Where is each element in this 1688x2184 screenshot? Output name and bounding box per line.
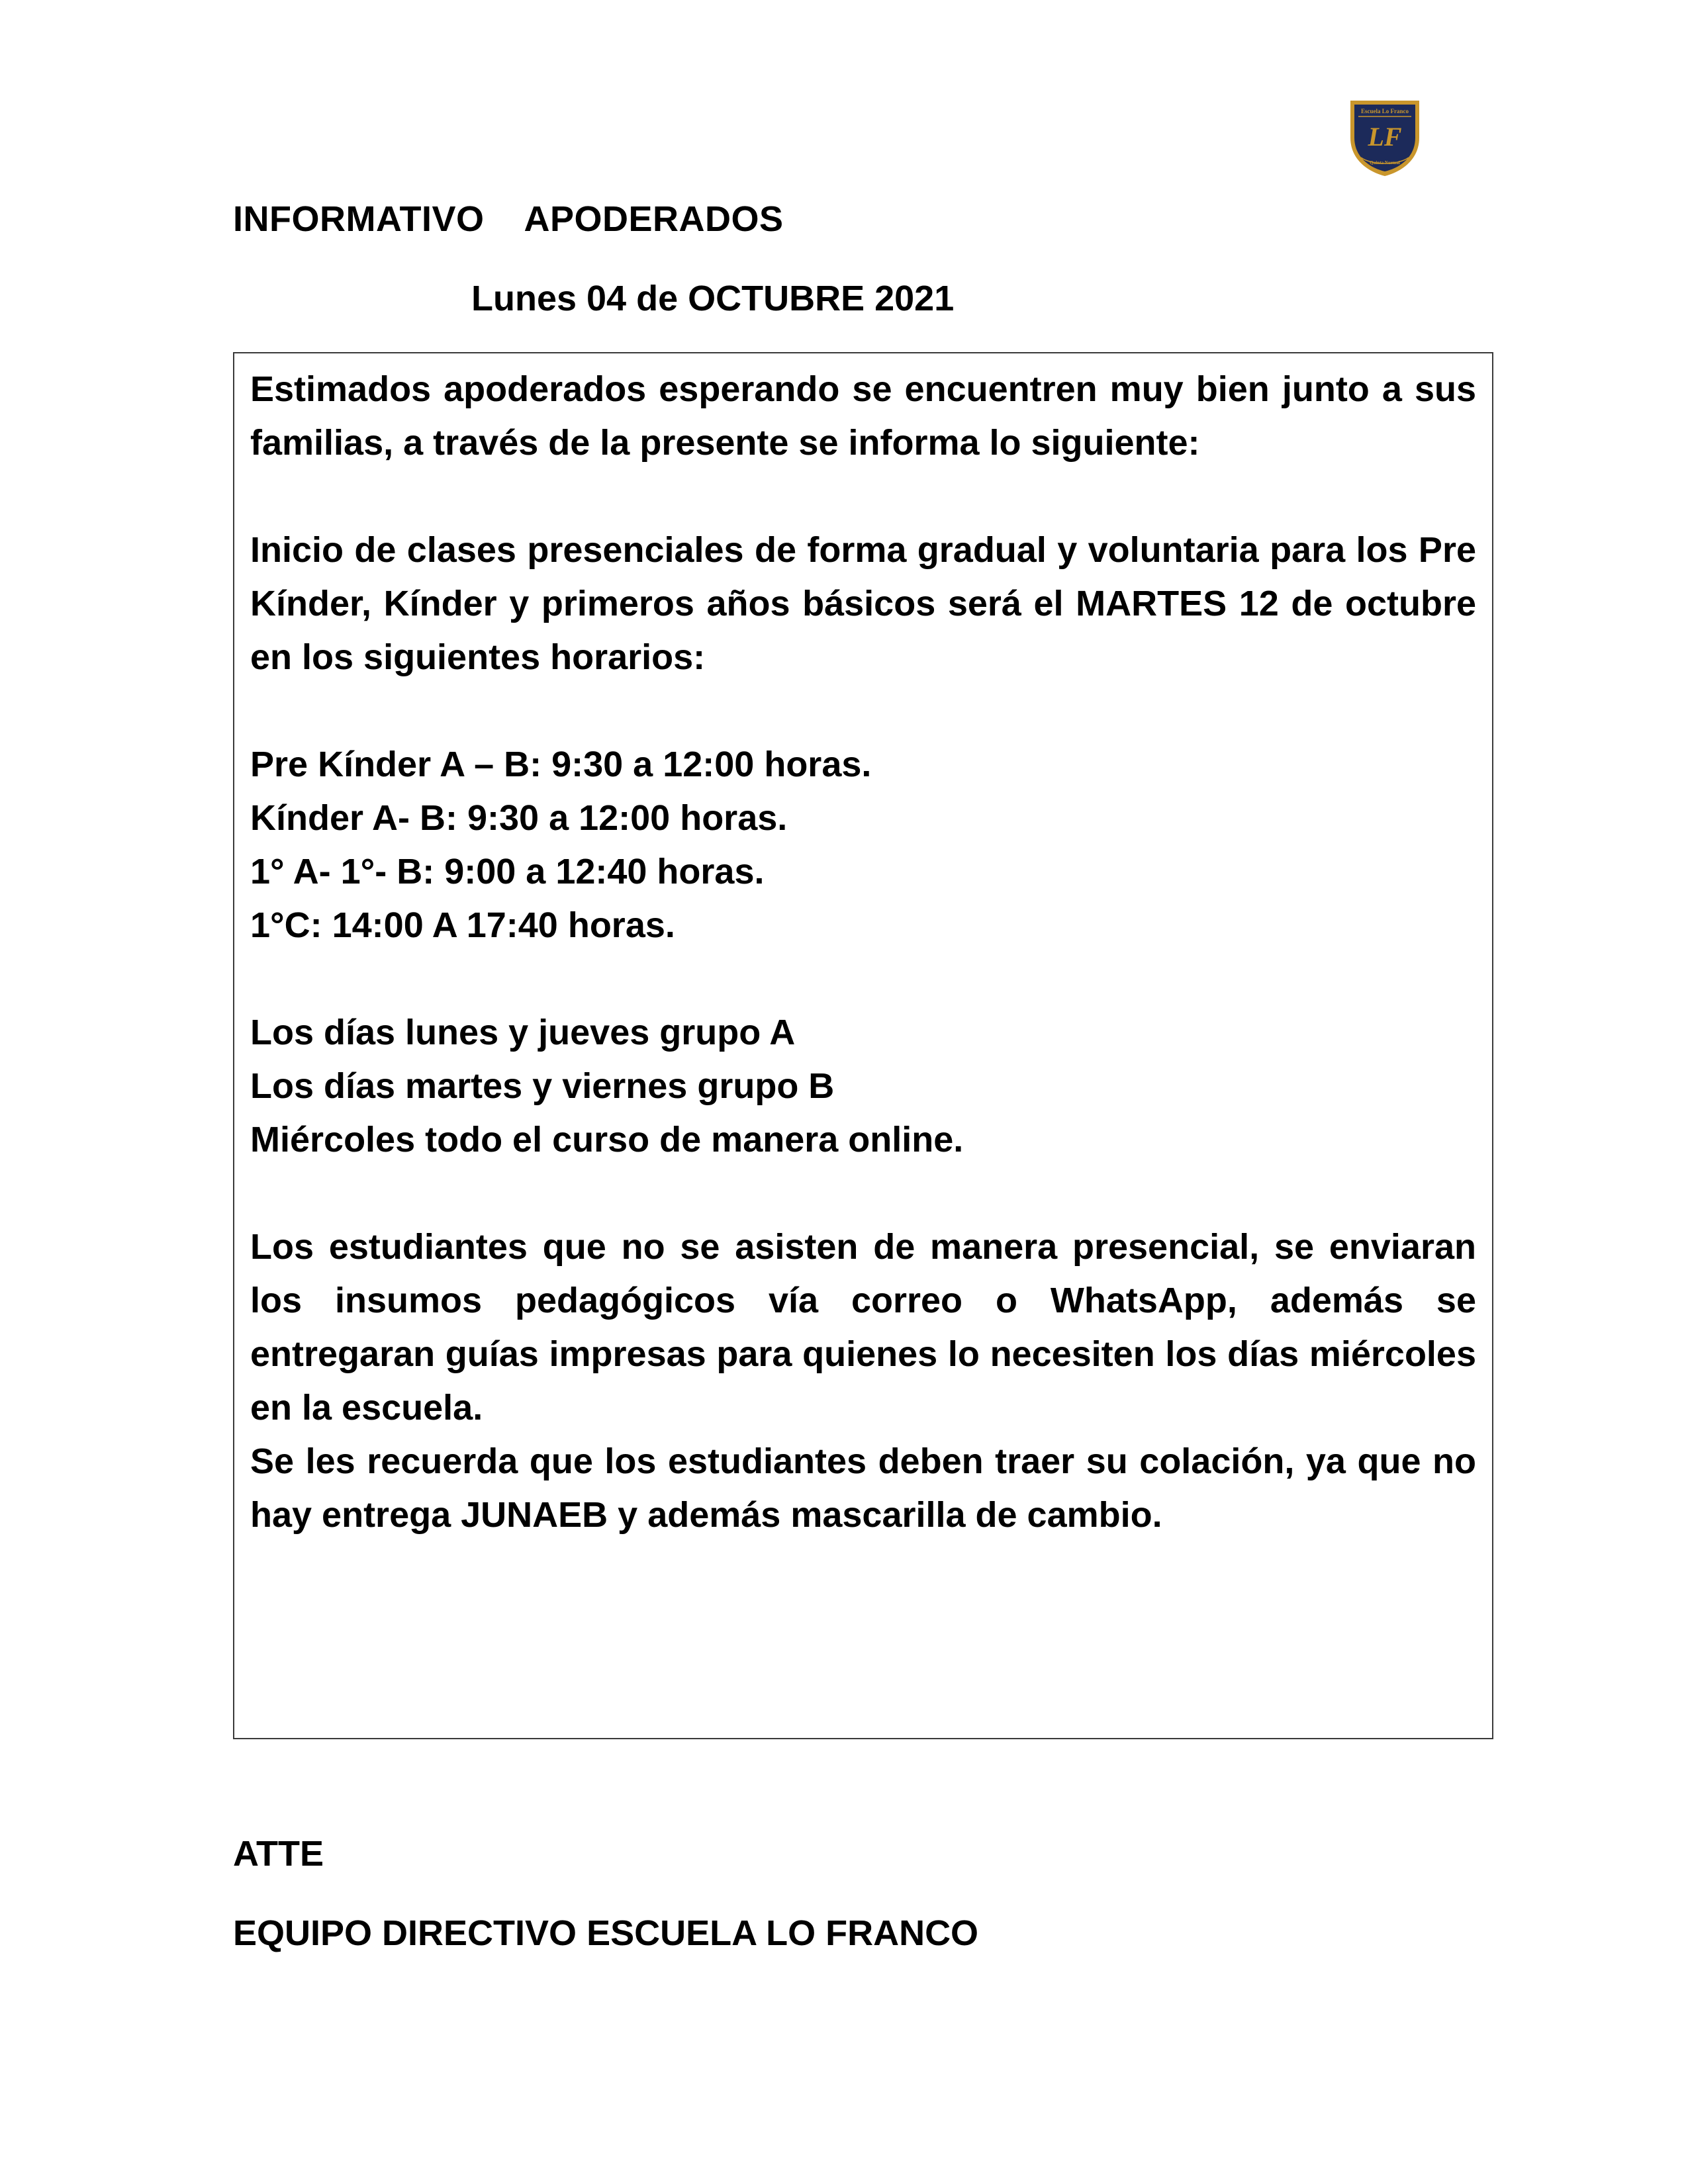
group-line: Los días lunes y jueves grupo A xyxy=(250,1013,796,1052)
schedule-line: Kínder A- B: 9:30 a 12:00 horas. xyxy=(250,798,788,838)
notice-box xyxy=(233,352,1493,1739)
logo-bottom-text: Quinta Normal xyxy=(1370,160,1400,165)
notice-reminder: Se les recuerda que los estudiantes deben traer su colación, ya que no hay entrega JUNAEB y además mascarilla de cambio. xyxy=(250,1441,1476,1535)
logo-top-text: Escuela Lo Franco xyxy=(1361,108,1409,114)
logo-monogram: LF xyxy=(1368,122,1402,152)
notice-intro: Estimados apoderados esperando se encuentren muy bien junto a sus familias, a través de la presente se informa lo siguiente: xyxy=(250,369,1476,463)
document-date: Lunes 04 de OCTUBRE 2021 xyxy=(471,279,955,318)
schedule-line: 1°C: 14:00 A 17:40 horas. xyxy=(250,905,675,945)
heading-apoderados: APODERADOS xyxy=(524,199,784,239)
notice-remote-info: Los estudiantes que no se asisten de manera presencial, se enviaran los insumos pedagógicos vía correo o WhatsApp, además se entregaran guías impresas para quienes lo necesiten los días miércoles en la escuela. xyxy=(250,1227,1476,1428)
signature-text: EQUIPO DIRECTIVO ESCUELA LO FRANCO xyxy=(233,1913,979,1953)
document-heading xyxy=(233,199,784,240)
notice-start-info: Inicio de clases presenciales de forma gradual y voluntaria para los Pre Kínder, Kínder y primeros años básicos será el MARTES 12 de octubre en los siguientes horarios: xyxy=(250,530,1476,677)
schedule-line: 1° A- 1°- B: 9:00 a 12:40 horas. xyxy=(250,852,765,891)
closing-text: ATTE xyxy=(233,1834,324,1874)
schedule-line: Pre Kínder A – B: 9:30 a 12:00 horas. xyxy=(250,745,872,784)
heading-informativo: INFORMATIVO xyxy=(233,199,485,239)
school-crest-logo xyxy=(1345,97,1425,179)
group-line: Los días martes y viernes grupo B xyxy=(250,1066,835,1106)
group-line: Miércoles todo el curso de manera online. xyxy=(250,1120,964,1160)
